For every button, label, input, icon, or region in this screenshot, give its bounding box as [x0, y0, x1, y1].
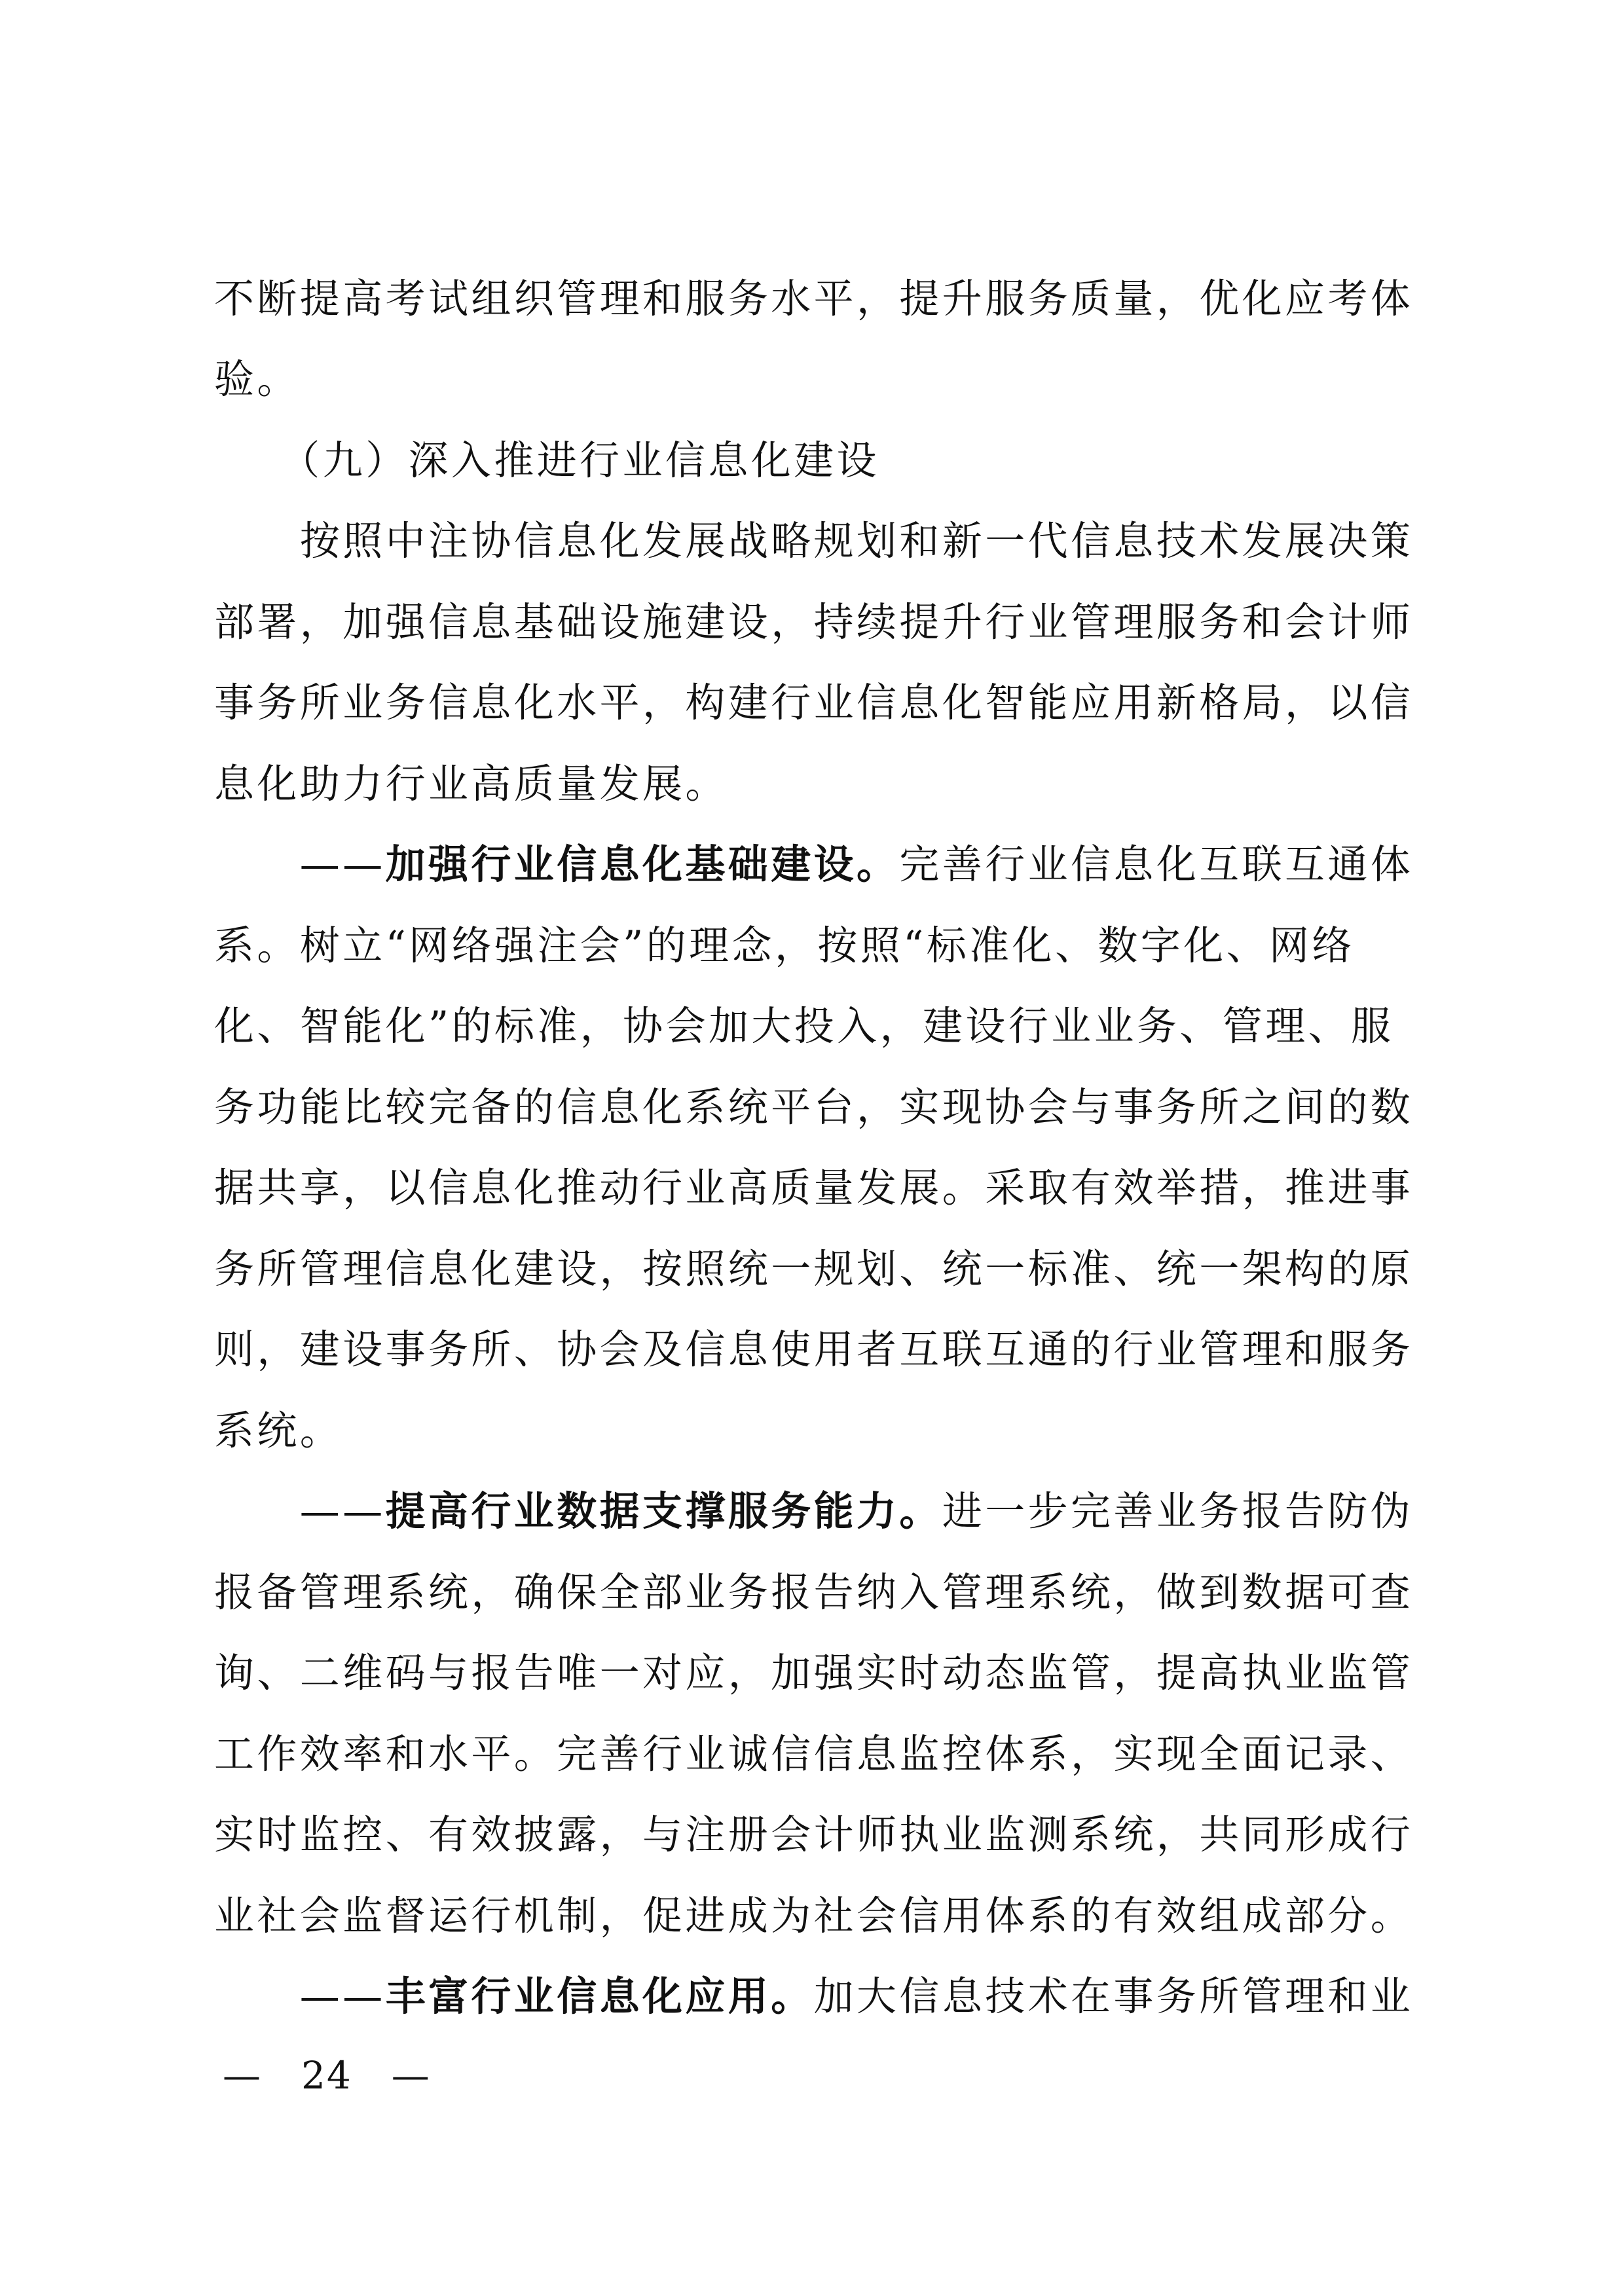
text-line: 不断提高考试组织管理和服务水平，提升服务质量，优化应考体 — [214, 276, 1414, 322]
section-heading: （九）深入推进行业信息化建设 — [299, 437, 879, 484]
page-number: — 24 — — [223, 2053, 431, 2098]
text-line: ——加强行业信息化基础建设。完善行业信息化互联互通体 — [214, 841, 1414, 888]
text-line: 务功能比较完备的信息化系统平台，实现协会与事务所之间的数 — [214, 1084, 1414, 1131]
text-line: 息化助力行业高质量发展。 — [214, 761, 728, 807]
text-line: 系。树立“网络强注会”的理念，按照“标准化、数字化、网络 — [214, 922, 1355, 969]
text-line: 报备管理系统，确保全部业务报告纳入管理系统，做到数据可查 — [214, 1569, 1414, 1616]
text-line: 部署，加强信息基础设施建设，持续提升行业管理服务和会计师 — [214, 599, 1414, 646]
text-line: 工作效率和水平。完善行业诚信信息监控体系，实现全面记录、 — [214, 1731, 1414, 1777]
text-line: ——丰富行业信息化应用。加大信息技术在事务所管理和业 — [214, 1973, 1414, 2020]
text-line: 业社会监督运行机制，促进成为社会信用体系的有效组成部分。 — [214, 1893, 1414, 1939]
text-line: 据共享，以信息化推动行业高质量发展。采取有效举措，推进事 — [214, 1165, 1414, 1211]
text-line: 实时监控、有效披露，与注册会计师执业监测系统，共同形成行 — [214, 1812, 1414, 1858]
text-line: 系统。 — [214, 1408, 343, 1454]
text-line: 化、智能化”的标准，协会加大投入，建设行业业务、管理、服 — [214, 1003, 1394, 1049]
text-line: 则，建设事务所、协会及信息使用者互联互通的行业管理和服务 — [214, 1326, 1414, 1373]
lead-phrase: 提高行业数据支撑服务能力。 — [385, 1488, 942, 1535]
text-line: 事务所业务信息化水平，构建行业信息化智能应用新格局，以信 — [214, 680, 1414, 726]
text-line: 务所管理信息化建设，按照统一规划、统一标准、统一架构的原 — [214, 1246, 1414, 1292]
text-line: 验。 — [214, 356, 300, 403]
lead-phrase: 加强行业信息化基础建设。 — [385, 841, 900, 888]
lead-phrase: 丰富行业信息化应用。 — [385, 1973, 814, 2020]
text-line: 按照中注协信息化发展战略规划和新一代信息技术发展决策 — [299, 518, 1414, 564]
text-line: ——提高行业数据支撑服务能力。进一步完善业务报告防伪 — [214, 1488, 1414, 1535]
text-line: 询、二维码与报告唯一对应，加强实时动态监管，提高执业监管 — [214, 1650, 1414, 1696]
